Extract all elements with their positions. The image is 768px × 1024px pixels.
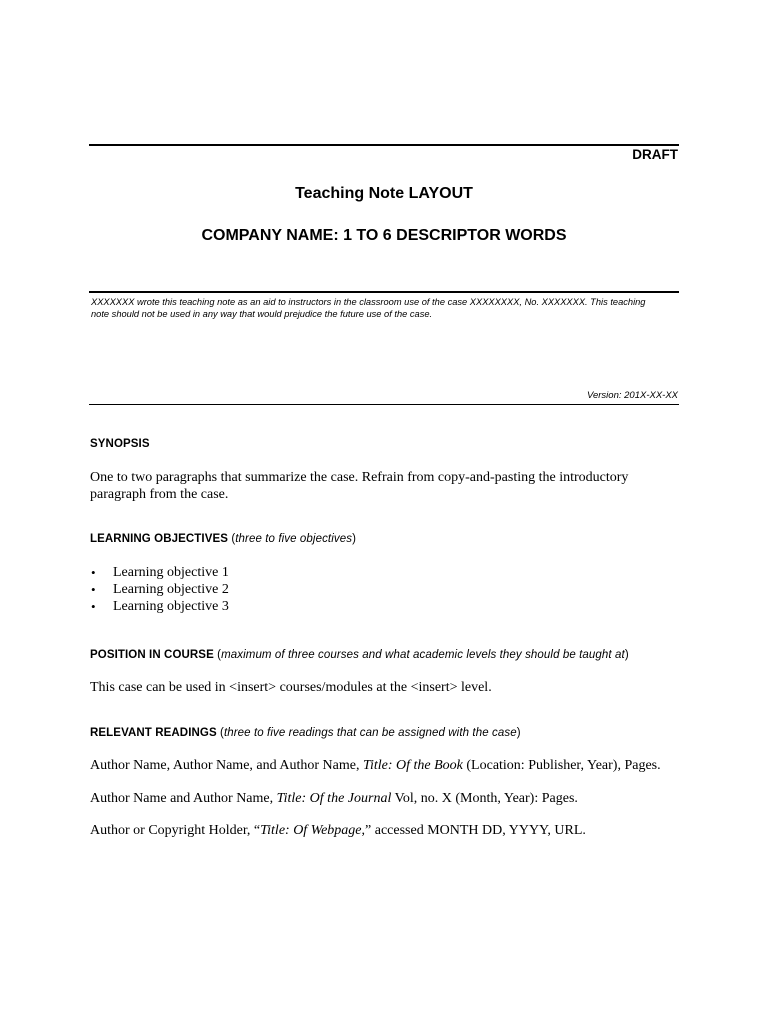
list-item: • Learning objective 1 bbox=[91, 565, 229, 580]
relevant-readings-heading: RELEVANT READINGS (three to five readings that can be assigned with the case) bbox=[90, 727, 521, 739]
position-in-course-note: maximum of three courses and what academic levels they should be taught at bbox=[221, 649, 625, 661]
synopsis-text: One to two paragraphs that summarize the case. Refrain from copy-and-pasting the introductory paragraph from the case. bbox=[90, 470, 629, 502]
relevant-readings-title: RELEVANT READINGS bbox=[90, 727, 217, 739]
reading-title: Title: Of the Book bbox=[362, 758, 463, 773]
bullet-icon: • bbox=[91, 582, 96, 597]
top-rule bbox=[89, 144, 679, 146]
draft-label: DRAFT bbox=[632, 147, 678, 162]
reading-title: Title: Of Webpage bbox=[260, 823, 362, 838]
reading-ref-1: Author Name, Author Name, and Author Name, Title: Of the Book (Location: Publisher, Year), Pages. bbox=[90, 758, 661, 773]
learning-objectives-title: LEARNING OBJECTIVES bbox=[90, 533, 229, 545]
position-in-course-text: This case can be used in <insert> courses/modules at the <insert> level. bbox=[90, 680, 492, 695]
learning-objectives-list bbox=[90, 564, 229, 615]
list-item: • Learning objective 3 bbox=[91, 599, 229, 614]
page-title: Teaching Note LAYOUT bbox=[295, 185, 473, 202]
version-label: Version: 201X-XX-XX bbox=[587, 390, 678, 401]
position-in-course-heading: POSITION IN COURSE (maximum of three courses and what academic levels they should be taught at) bbox=[90, 649, 629, 661]
list-item: • Learning objective 2 bbox=[91, 582, 229, 597]
disclaimer-line-1: XXXXXXX wrote this teaching note as an aid to instructors in the classroom use of the case XXXXXXXX, No. XXXXXXX. This teaching bbox=[91, 297, 646, 307]
reading-ref-2: Author Name and Author Name, Title: Of the Journal Vol, no. X (Month, Year): Pages. bbox=[90, 791, 578, 806]
bullet-icon: • bbox=[91, 599, 96, 614]
disclaimer-rule bbox=[89, 291, 679, 293]
synopsis-heading: SYNOPSIS bbox=[90, 438, 150, 450]
learning-objectives-note: three to five objectives bbox=[235, 533, 353, 545]
position-in-course-title: POSITION IN COURSE bbox=[90, 649, 214, 661]
disclaimer-line-2: note should not be used in any way that would prejudice the future use of the case. bbox=[91, 309, 433, 319]
bullet-icon: • bbox=[91, 565, 96, 580]
version-rule bbox=[89, 404, 679, 405]
disclaimer bbox=[91, 296, 691, 320]
page-subtitle: COMPANY NAME: 1 TO 6 DESCRIPTOR WORDS bbox=[201, 227, 567, 244]
reading-title: Title: Of the Journal bbox=[276, 791, 392, 806]
learning-objectives-heading: LEARNING OBJECTIVES (three to five objectives) bbox=[90, 533, 357, 545]
reading-ref-3: Author or Copyright Holder, “Title: Of Webpage,” accessed MONTH DD, YYYY, URL. bbox=[90, 823, 586, 838]
relevant-readings-note: three to five readings that can be assigned with the case bbox=[223, 727, 517, 739]
